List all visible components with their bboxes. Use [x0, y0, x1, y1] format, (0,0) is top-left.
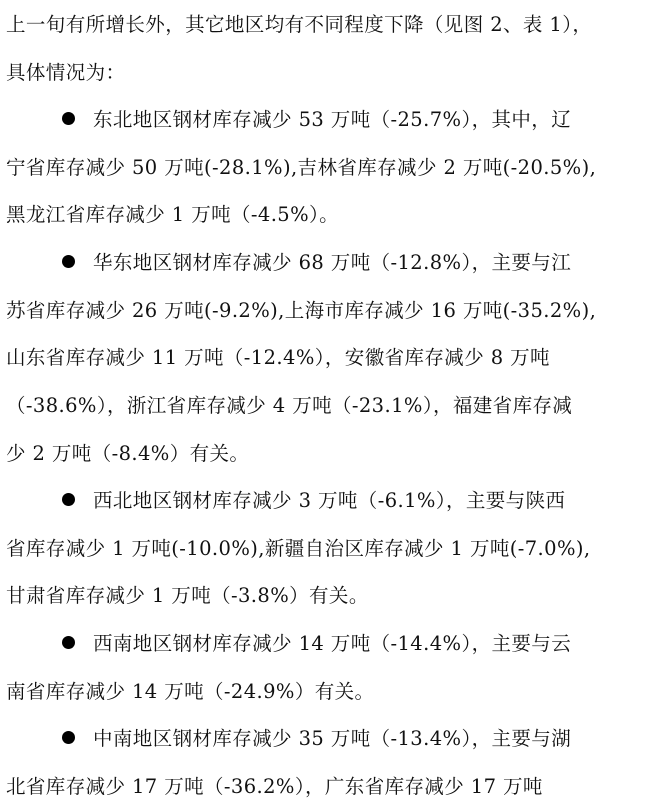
bullet-line: [0, 631, 666, 657]
bullet-line: [0, 250, 666, 276]
text-line: 苏省库存减少 26 万吨(-9.2%),上海市库存减少 16 万吨(-35.2%),: [6, 299, 597, 322]
text-line: 上一旬有所增长外，其它地区均有不同程度下降（见图 2、表 1），: [6, 13, 593, 36]
bullet-line: [0, 488, 666, 514]
text-line: 少 2 万吨（-8.4%）有关。: [6, 442, 250, 465]
text-line: 中南地区钢材库存减少 35 万吨（-13.4%），主要与湖: [93, 727, 572, 750]
text-line: 华东地区钢材库存减少 68 万吨（-12.8%），主要与江: [93, 251, 572, 274]
text-line: 南省库存减少 14 万吨（-24.9%）有关。: [6, 680, 375, 703]
text-line: 西北地区钢材库存减少 3 万吨（-6.1%），主要与陕西: [93, 489, 566, 512]
text-line: （-38.6%），浙江省库存减少 4 万吨（-23.1%），福建省库存减: [6, 394, 573, 417]
text-line: 省库存减少 1 万吨(-10.0%),新疆自治区库存减少 1 万吨(-7.0%),: [6, 537, 591, 560]
text-line: 东北地区钢材库存减少 53 万吨（-25.7%），其中，辽: [93, 108, 572, 131]
bullet-line: [0, 726, 666, 752]
bullet-dot-icon: [62, 255, 75, 268]
bullet-dot-icon: [62, 636, 75, 649]
text-line: 西南地区钢材库存减少 14 万吨（-14.4%），主要与云: [93, 632, 572, 655]
bullet-dot-icon: [62, 112, 75, 125]
text-line: 黑龙江省库存减少 1 万吨（-4.5%）。: [6, 203, 340, 226]
text-line: 北省库存减少 17 万吨（-36.2%），广东省库存减少 17 万吨: [6, 775, 543, 798]
text-line: 具体情况为：: [6, 61, 126, 84]
text-line: 甘肃省库存减少 1 万吨（-3.8%）有关。: [6, 584, 369, 607]
text-line: 山东省库存减少 11 万吨（-12.4%），安徽省库存减少 8 万吨: [6, 346, 550, 369]
bullet-line: [0, 107, 666, 133]
bullet-dot-icon: [62, 493, 75, 506]
bullet-dot-icon: [62, 731, 75, 744]
text-line: 宁省库存减少 50 万吨(-28.1%),吉林省库存减少 2 万吨(-20.5%),: [6, 156, 597, 179]
